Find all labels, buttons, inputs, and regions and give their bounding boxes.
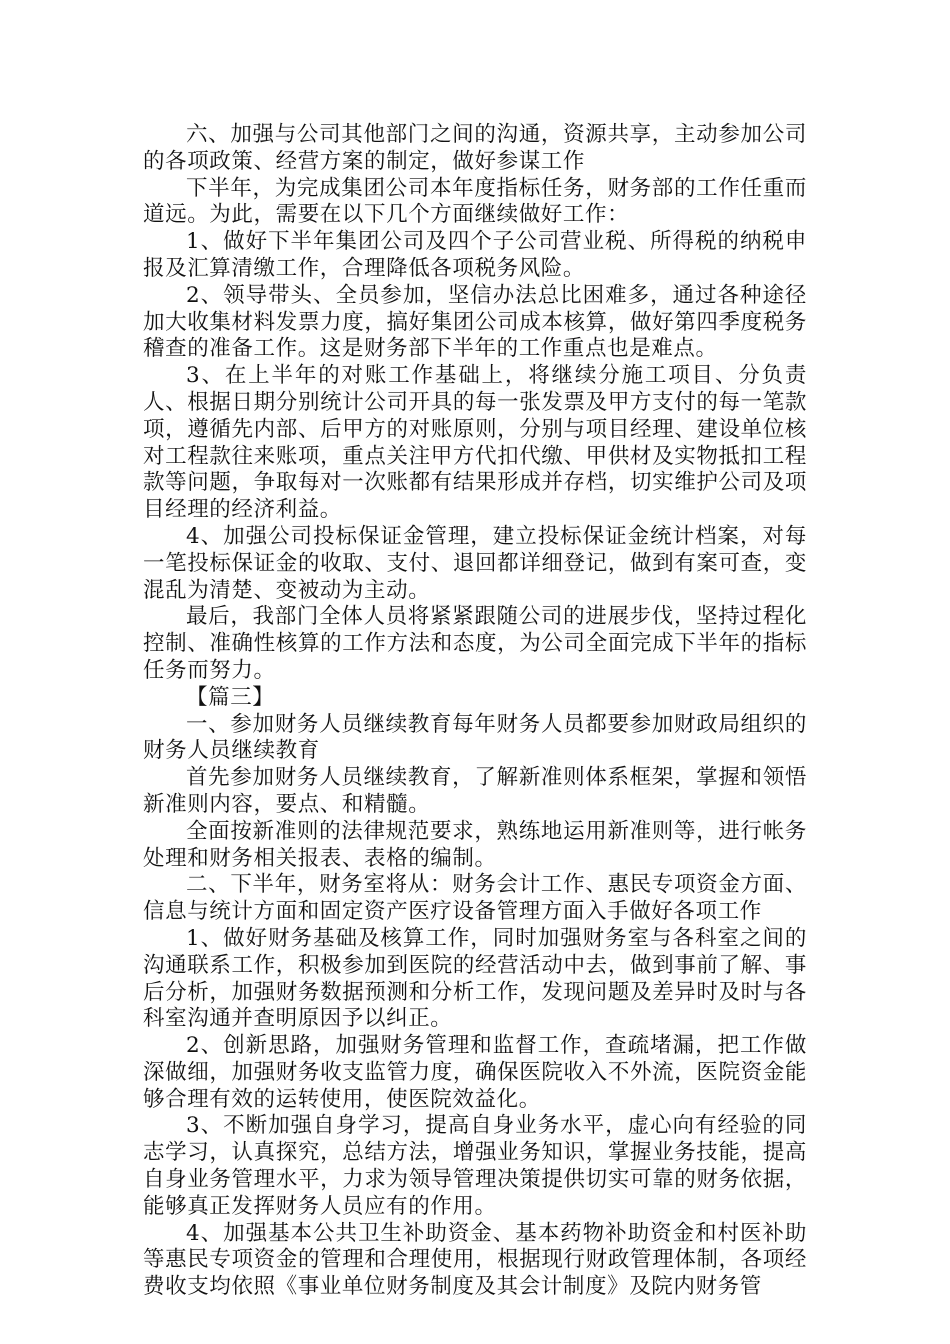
paragraph: 二、下半年，财务室将从：财务会计工作、惠民专项资金方面、信息与统计方面和固定资产医疗设备管理方面入手做好各项工作 <box>143 872 807 925</box>
paragraph: 3、不断加强自身学习，提高自身业务水平，虚心向有经验的同志学习，认真探究，总结方法，增强业务知识，掌握业务技能，提高自身业务管理水平，力求为领导管理决策提供切实可靠的财务依据，能够真正发挥财务人员应有的作用。 <box>143 1113 807 1219</box>
paragraph: 最后，我部门全体人员将紧紧跟随公司的进展步伐，坚持过程化控制、准确性核算的工作方法和态度，为公司全面完成下半年的指标任务而努力。 <box>143 604 807 683</box>
document-body <box>143 122 807 1301</box>
paragraph: 下半年，为完成集团公司本年度指标任务，财务部的工作任重而道远。为此，需要在以下几个方面继续做好工作： <box>143 175 807 228</box>
paragraph: 2、创新思路，加强财务管理和监督工作，查疏堵漏，把工作做深做细，加强财务收支监管力度，确保医院收入不外流，医院资金能够合理有效的运转使用，使医院效益化。 <box>143 1033 807 1112</box>
paragraph: 首先参加财务人员继续教育，了解新准则体系框架，掌握和领悟新准则内容，要点、和精髓。 <box>143 765 807 817</box>
section-heading: 【篇三】 <box>186 684 275 710</box>
paragraph: 4、加强公司投标保证金管理，建立投标保证金统计档案，对每一笔投标保证金的收取、支付、退回都详细登记，做到有案可查，变混乱为清楚、变被动为主动。 <box>143 523 807 603</box>
paragraph: 一、参加财务人员继续教育每年财务人员都要参加财政局组织的财务人员继续教育 <box>143 711 807 764</box>
paragraph: 2、领导带头、全员参加，坚信办法总比困难多，通过各种途径加大收集材料发票力度，搞好集团公司成本核算，做好第四季度税务稽查的准备工作。这是财务部下半年的工作重点也是难点。 <box>143 282 807 362</box>
paragraph: 全面按新准则的法律规范要求，熟练地运用新准则等，进行帐务处理和财务相关报表、表格的编制。 <box>143 818 807 871</box>
paragraph: 1、做好下半年集团公司及四个子公司营业税、所得税的纳税申报及汇算清缴工作，合理降低各项税务风险。 <box>143 229 807 281</box>
paragraph: 六、加强与公司其他部门之间的沟通，资源共享，主动参加公司的各项政策、经营方案的制定，做好参谋工作 <box>143 122 807 174</box>
paragraph: 4、加强基本公共卫生补助资金、基本药物补助资金和村医补助等惠民专项资金的管理和合理使用，根据现行财政管理体制，各项经费收支均依照《事业单位财务制度及其会计制度》及院内财务管 <box>143 1220 807 1300</box>
paragraph: 1、做好财务基础及核算工作，同时加强财务室与各科室之间的沟通联系工作，积极参加到医院的经营活动中去，做到事前了解、事后分析，加强财务数据预测和分析工作，发现问题及差异时及时与各科室沟通并查明原因予以纠正。 <box>143 925 807 1032</box>
paragraph: 3、在上半年的对账工作基础上，将继续分施工项目、分负责人、根据日期分别统计公司开具的每一张发票及甲方支付的每一笔款项，遵循先内部、后甲方的对账原则，分别与项目经理、建设单位核对工程款往来账项，重点关注甲方代扣代缴、甲供材及实物抵扣工程款等问题，争取每对一次账都有结果形成并存档，切实维护公司及项目经理的经济利益。 <box>143 363 807 523</box>
